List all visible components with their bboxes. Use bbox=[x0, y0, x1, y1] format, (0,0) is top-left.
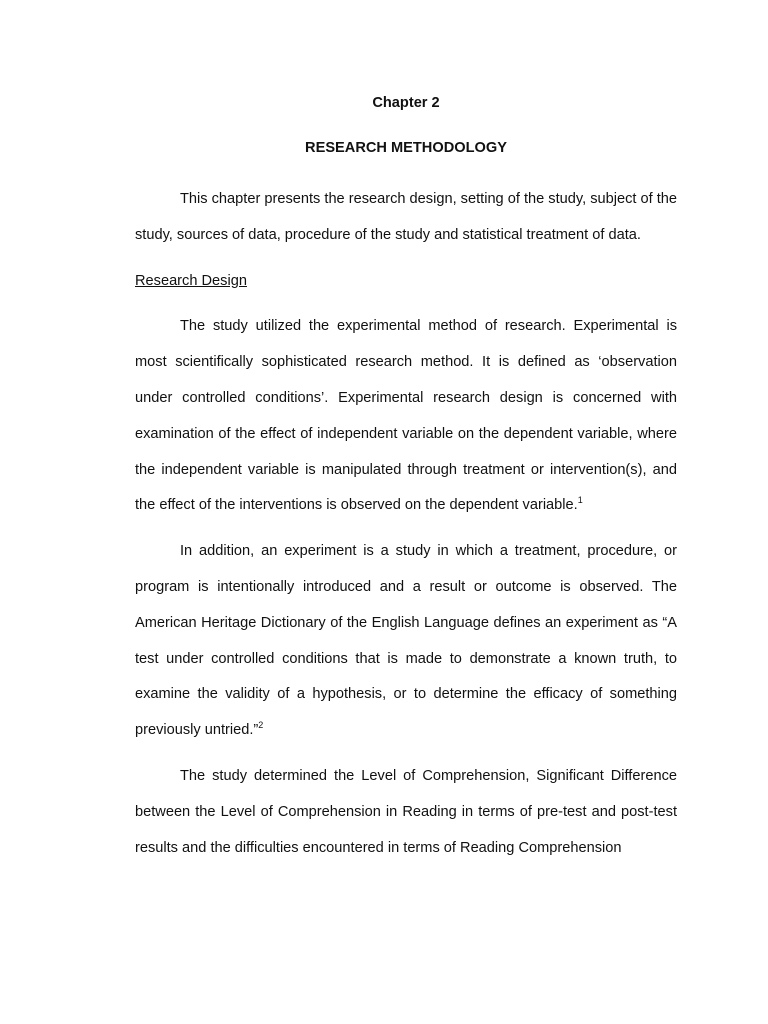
chapter-label: Chapter 2 bbox=[372, 95, 440, 111]
paragraph-text: The study utilized the experimental method of research. Experimental is most scientifically sophisticated research method. It is defined as ‘observation under controlled conditions’. Experimental research design is concerned with examination of the effect of independent variable on the dependent variable, where the independent variable is manipulated through treatment or intervention(s), and the effect of the interventions is observed on the dependent variable. bbox=[135, 318, 677, 514]
paragraph-study-determined: The study determined the Level of Comprehension, Significant Difference between the Level of Comprehension in Reading in terms of pre-test and post-test results and the difficulties encountered in terms of Reading Comprehension bbox=[135, 767, 677, 856]
document-body bbox=[135, 91, 677, 866]
intro-paragraph: This chapter presents the research design, setting of the study, subject of the study, sources of data, procedure of the study and statistical treatment of data. bbox=[135, 191, 678, 243]
footnote-marker: 1 bbox=[577, 495, 583, 506]
chapter-title: RESEARCH METHODOLOGY bbox=[305, 140, 507, 156]
paragraph-text: In addition, an experiment is a study in which a treatment, procedure, or program is intentionally introduced and a result or outcome is observed. The American Heritage Dictionary of the English Language defines an experiment as “A test under controlled conditions that is made to demonstrate a known truth, to examine the validity of a hypothesis, or to determine the efficacy of something previously untried.” bbox=[135, 543, 677, 739]
paragraph-experimental-method bbox=[135, 309, 677, 524]
paragraph-experiment-definition bbox=[135, 534, 677, 749]
section-heading-research-design: Research Design bbox=[135, 272, 247, 289]
footnote-marker: 2 bbox=[258, 720, 264, 731]
